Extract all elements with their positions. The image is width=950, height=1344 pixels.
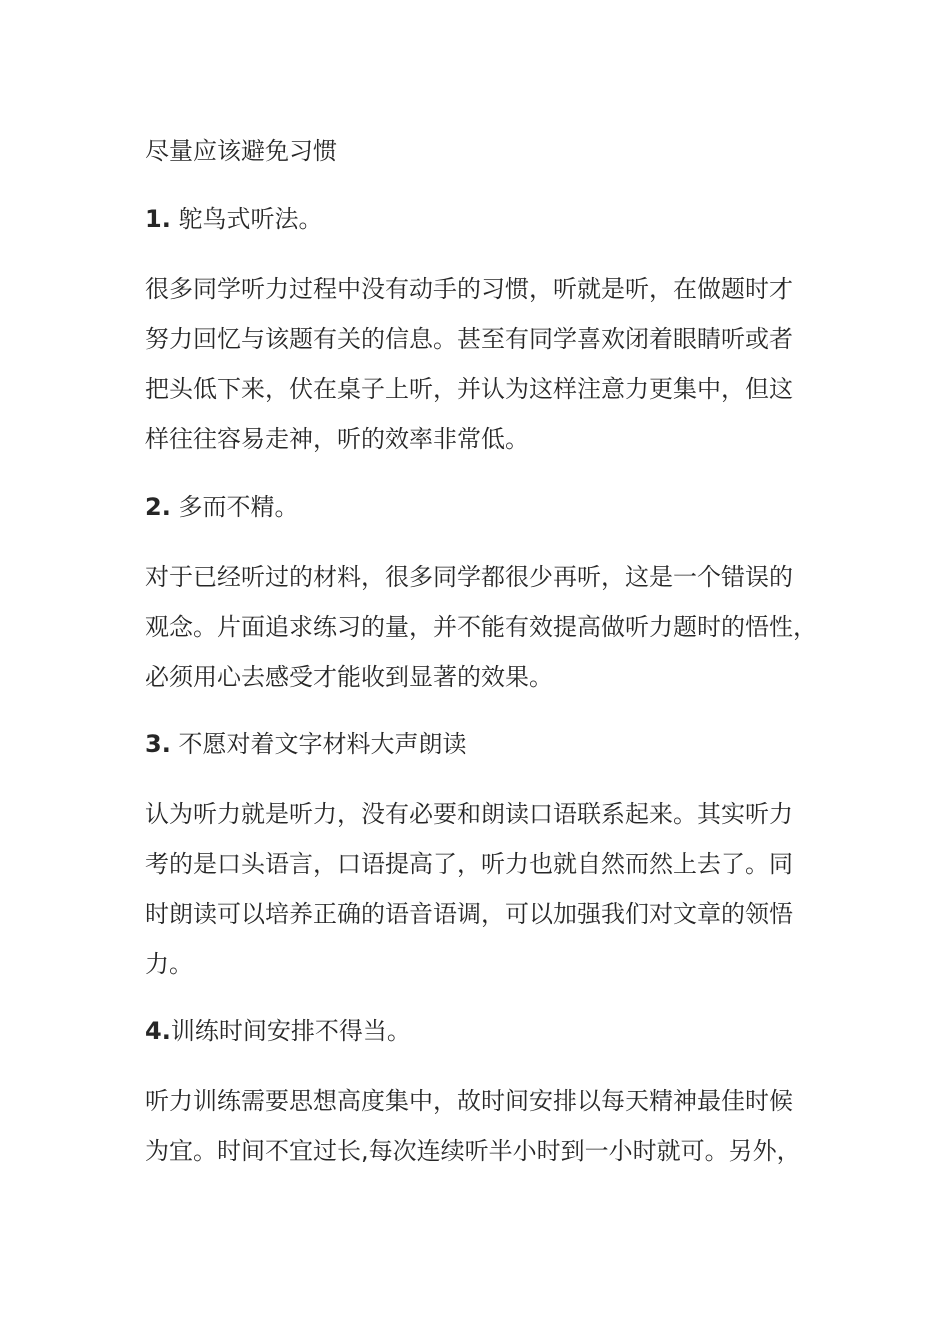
section-heading-3	[145, 729, 466, 759]
document-title: 尽量应该避免习惯	[145, 137, 337, 165]
paragraph-line: 很多同学听力过程中没有动手的习惯，听就是听，在做题时才	[145, 275, 793, 303]
paragraph-line: 听力训练需要思想高度集中，故时间安排以每天精神最佳时候	[145, 1087, 793, 1115]
paragraph-line: 样往往容易走神，听的效率非常低。	[145, 425, 529, 453]
section-heading-text: 鸵鸟式听法。	[178, 205, 323, 233]
paragraph-line: 认为听力就是听力，没有必要和朗读口语联系起来。其实听力	[145, 800, 793, 828]
section-number: 2.	[145, 493, 171, 521]
paragraph-line: 对于已经听过的材料，很多同学都很少再听，这是一个错误的	[145, 563, 793, 591]
section-number: 1.	[145, 205, 171, 233]
section-heading-text: 多而不精。	[178, 493, 299, 521]
paragraph-line: 观念。片面追求练习的量，并不能有效提高做听力题时的悟性，	[145, 613, 817, 641]
section-heading-text: 训练时间安排不得当。	[170, 1017, 411, 1045]
section-heading-2	[145, 492, 298, 522]
section-heading-4	[145, 1016, 411, 1046]
section-number: 3.	[145, 730, 171, 758]
paragraph-line: 努力回忆与该题有关的信息。甚至有同学喜欢闭着眼睛听或者	[145, 325, 793, 353]
section-heading-1	[145, 204, 322, 234]
paragraph-line: 考的是口头语言，口语提高了，听力也就自然而然上去了。同	[145, 850, 793, 878]
paragraph-line: 必须用心去感受才能收到显著的效果。	[145, 663, 553, 691]
paragraph-line: 力。	[145, 950, 193, 978]
paragraph-line: 时朗读可以培养正确的语音语调，可以加强我们对文章的领悟	[145, 900, 793, 928]
paragraph-line: 为宜。时间不宜过长,每次连续听半小时到一小时就可。另外，	[145, 1137, 801, 1165]
section-heading-text: 不愿对着文字材料大声朗读	[178, 730, 467, 758]
section-number: 4.	[145, 1017, 171, 1045]
paragraph-line: 把头低下来，伏在桌子上听，并认为这样注意力更集中，但这	[145, 375, 793, 403]
